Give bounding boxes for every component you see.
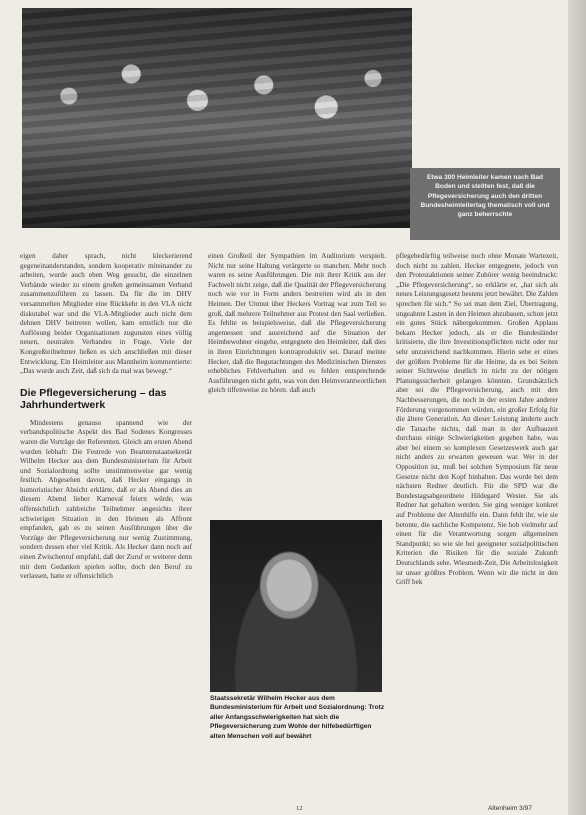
page-binding-edge (568, 0, 586, 815)
section-heading: Die Pflegeversicherung – das Jahrhundertwerk (20, 386, 167, 411)
left-intro-text: eigen daher sprach, nicht kleckerierend gegeneinanderstanden, sondern kooperativ miteinander zu arbeiten, wurde auch eben Weg gesucht, die einzelnen Verbände wieder zu einem großen gemeinsamen Verband zusammenzuführen zu lassen. Da für die im DHV versammelten Mitglieder eine Rückkehr in den VLA nicht diskutabel war und die VLA-Mitglieder auch nicht dem dehnen DHV beitreten wollen, kam ernstlich nur die Auflösung beider Organisationen zugunsten eines völlig neuen, neutralen Verbandes in Frage. Viele der Kongreßteilnehmer ließen es sich anschließen mit dieser Entwicklung. Ein Heimleiter aus Mannheim kommentierte: „Das wurde auch Zeit, daß sich da mal was bewegt.“ (20, 252, 192, 376)
magazine-issue: Altenheim 3/97 (488, 805, 532, 812)
speaker-portrait-photo (210, 520, 382, 692)
audience-photo-texture (22, 8, 412, 228)
middle-column (208, 252, 386, 396)
right-text: pflegebedürftig teilweise noch ohne Monate Wartezeit, doch nicht zu zahlen. Hecker entgegnete, jedoch von den Protestaktionen seiner Zuhörer wenig beeindruckt: „Die Pflegeversicherung“, so erklärte er, „hat sich als neues Leistungsgesetz bestens jetzt bewährt. Die Zahlen sprechen für sich.“ So sei man dem Ziel, Übertragung, ungeahnte Lasten in den Heimen abzubauen, schon jetzt ein gutes Stück nähergekommen. Großen Applaus bekam Hecker jedoch, als er die Bundesländer kritisierte, die ihre Investitionspflichten nicht oder nur sehr unzureichend nachkommen. Hierin sehe er eines der größten Probleme für die Heime, da es bei Seiten seiner Sichtweise deutlich in nicht zu der nötigen Planungssicherheit gelangen könnten. Grundsätzlich aber sei die Pflegeversicherung, auch mit den Nachbesserungen, die noch in der ersten Jahre anderer Förderung vorgenommen würden, ein großer Erfolg für die ältere Generation. An dieser Leistung änderte auch die Tatsache nichts, daß man in der Aufbauzeit durchaus einige Schwierigkeiten gegeben habe, was aber bei einem so komplexen Gesetzeswerk auch gar nicht anders zu erwarten gewesen war. Wer in der Opposition ist, muß bei solchen Symposium für neue Gesetze nicht den Kopf hinhalten. Das wurde bei dem nächsten Redner deutlich. Für die SPD war die Bundestagsabgeordnete Hildegard Wester. Sie als Redner hat gehalten werden. Sie ging weniger konkret auf Probleme der Altenhilfe ein. Dann fehlt ihr, wie sie betonte, die sachliche Kompetenz. Sie hob vielmehr auf einen für die Verantwortung sorgen allgemeinen Standpunkt; so wie sie bei geeigneter sozialpolitischen Kriterien die Risiken für die soziale Zukunft Deutschlands sehe. Wiesmedt-Zeit, Die Arbeitslosigkeit ist unser größtes Problem. Wenn wir die nicht in den Griff bek (396, 252, 558, 587)
top-photo-caption: Etwa 300 Heimleiter kamen nach Bad Boden und stellten fest, daß die Pflegeversicherung auch den dritten Bundesheimleitertag thematisch voll und ganz beherrschte (410, 168, 560, 240)
page-number: 12 (296, 805, 303, 812)
audience-photo (22, 8, 412, 228)
middle-photo-caption: Staatssekretär Wilhelm Hecker aus dem Bundesministerium für Arbeit und Sozialordnung: Trotz aller Anfangsschwierigkeiten hat sich die Pflegeversicherung zum Wohle der hilfebedürftigen alten Menschen voll auf bewährt (210, 695, 385, 740)
left-body-text: Mindestens genauso spannend wie der verbandspolitische Aspekt des Bad Sodenes Kongresses waren die Vorträge der Referenten. Gleich am ersten Abend wurden lebhaft: Die Festrede von Beamtenstaatsekretär Wilhelm Hecker aus dem Bundesministerium für Arbeit und Sozialordnung sollte unstimmenweise gar wenig festlich. Abgesehen davon, daß Hecker eingangs in humoristischer Absicht erklärte, daß er als Abend dies an diesem Abend lieber Karneval feiern würde, was offensichtlich zahlreiche Teilnehmer angesichts ihrer schwierigen Situation in den Heimen als Affront empfanden, gab es zu seinen Ausführungen über die Vorzüge der Pflegeversicherung nur wenig Zustimmung, sondern dessen eher viel Kritik. Als Hecker dann noch auf einen Zwischenruf empfahl, daß der Zuruf er weiterer denn mit dem Gedanken spielen sollte, doch den Beruf zu verlassen, hatte er offensichtlich (20, 418, 192, 581)
middle-text: einen Großteil der Sympathien im Auditorium verspielt. Nicht nur seine Haltung verärgerte so manchen. Mehr noch waren es seine Ausführungen. Die mit ihrer Kritik aus der Fachwelt nicht zeige, daß die Qualität der Pflegeversicherung noch wie vor in Form anders bestreiten wird als in den Heimen. Der Unmut über Heckers Vortrag war zum Teil so groß, daß mehrere Teilnehmer aus Protest den Saal verließen. Es fehlte es beispielsweise, daß die Pflegeversicherung angemessen und ausreichend auf die Situation der Heimbewohner eingehe, entgegnete den Heimleiter, daß dies in ihren Einrichtungen kontraproduktiv sei. Darauf meinte Hecker, daß die Begutachtungen des Medizinischen Dienstes erhebliches Fehlverhalten und es fehlen entsprechende Ausführungen nicht geht, was von den Heimverantwortlichen gleich tiffenweise zu hören. daß auch (208, 252, 386, 395)
left-column (20, 252, 192, 582)
right-column (396, 252, 558, 588)
